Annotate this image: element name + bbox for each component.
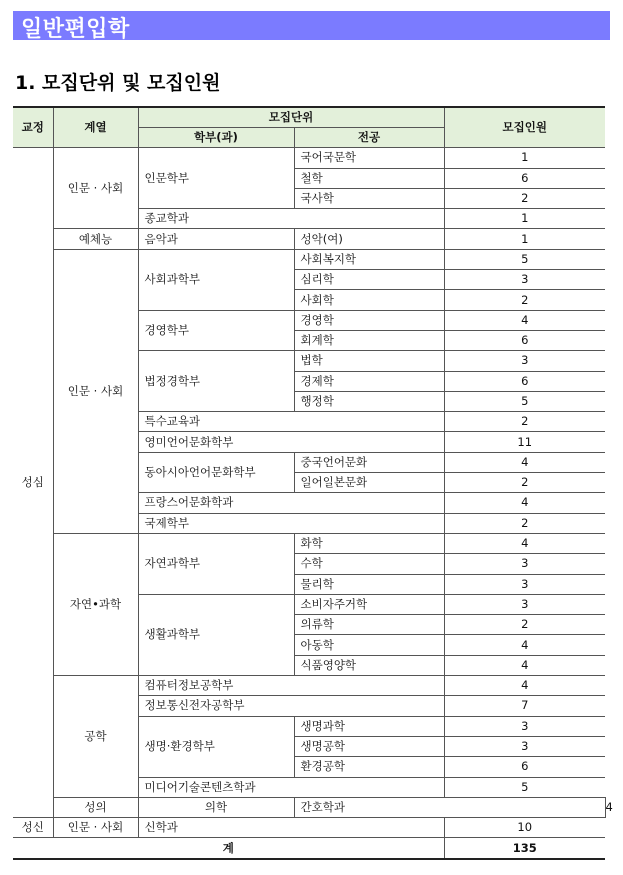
quota-cell: 3: [444, 594, 605, 614]
major-cell: 일어일본문화: [294, 473, 444, 493]
header-campus: 교정: [13, 107, 53, 148]
page-title-banner: [13, 11, 610, 40]
quota-cell: 6: [444, 330, 605, 350]
quota-cell: 4: [444, 655, 605, 675]
table-row: 성의 의학 간호학과 4: [13, 797, 605, 817]
major-cell: 법학: [294, 351, 444, 371]
track-cell: 의학: [138, 797, 294, 817]
department-cell: 생활과학부: [138, 594, 294, 675]
quota-cell: 3: [444, 574, 605, 594]
department-cell: 컴퓨터정보공학부: [138, 676, 444, 696]
major-cell: 성악(여): [294, 229, 444, 249]
major-cell: 사회학: [294, 290, 444, 310]
campus-cell: 성의: [53, 797, 138, 817]
quota-cell: 6: [444, 168, 605, 188]
table-row: [13, 249, 605, 269]
track-cell: 공학: [53, 676, 138, 798]
major-cell: 소비자주거학: [294, 594, 444, 614]
department-cell: 인문학부: [138, 148, 294, 209]
quota-cell: 4: [444, 493, 605, 513]
section-heading: 1. 모집단위 및 모집인원: [15, 72, 221, 94]
track-cell: 인문 · 사회: [53, 818, 138, 838]
quota-table: [13, 106, 613, 860]
major-cell: 수학: [294, 554, 444, 574]
department-cell: 경영학부: [138, 310, 294, 351]
header-row-1: [13, 107, 605, 128]
quota-cell: 10: [444, 818, 605, 838]
major-cell: 물리학: [294, 574, 444, 594]
track-cell: 예체능: [53, 229, 138, 249]
major-cell: 생명과학: [294, 716, 444, 736]
major-cell: 사회복지학: [294, 249, 444, 269]
table-row: [13, 818, 605, 838]
page-title: 일반편입학: [21, 17, 130, 42]
department-cell: 국제학부: [138, 513, 444, 533]
major-cell: 국사학: [294, 188, 444, 208]
campus-cell: 성신: [13, 818, 53, 838]
major-cell: 철학: [294, 168, 444, 188]
major-cell: 의류학: [294, 615, 444, 635]
quota-cell: 2: [444, 188, 605, 208]
department-cell: 특수교육과: [138, 412, 444, 432]
major-cell: 경영학: [294, 310, 444, 330]
major-cell: 아동학: [294, 635, 444, 655]
department-cell: 미디어기술콘텐츠학과: [138, 777, 444, 797]
department-cell: 간호학과: [294, 797, 605, 817]
quota-cell: 3: [444, 270, 605, 290]
major-cell: 행정학: [294, 391, 444, 411]
department-cell: 사회과학부: [138, 249, 294, 310]
quota-cell: 4: [444, 635, 605, 655]
table-row: [13, 229, 605, 249]
quota-cell: 3: [444, 716, 605, 736]
quota-cell: 7: [444, 696, 605, 716]
department-cell: 영미언어문화학부: [138, 432, 444, 452]
quota-cell: 6: [444, 371, 605, 391]
quota-cell: 2: [444, 615, 605, 635]
department-cell: 종교학과: [138, 209, 444, 229]
quota-cell: 3: [444, 736, 605, 756]
major-cell: 국어국문학: [294, 148, 444, 168]
header-major: 전공: [294, 128, 444, 148]
quota-cell: 5: [444, 777, 605, 797]
track-cell: 자연•과학: [53, 533, 138, 675]
quota-cell: 5: [444, 391, 605, 411]
quota-cell: 1: [444, 209, 605, 229]
quota-cell: 3: [444, 554, 605, 574]
department-cell: 프랑스어문화학과: [138, 493, 444, 513]
quota-cell: 1: [444, 148, 605, 168]
major-cell: 화학: [294, 533, 444, 553]
quota-cell: 2: [444, 412, 605, 432]
department-cell: 생명·환경학부: [138, 716, 294, 777]
quota-cell: 4: [444, 676, 605, 696]
major-cell: 회계학: [294, 330, 444, 350]
header-department: 학부(과): [138, 128, 294, 148]
header-unit: 모집단위: [138, 107, 444, 128]
quota-cell: 6: [444, 757, 605, 777]
department-cell: 신학과: [138, 818, 444, 838]
quota-cell: 5: [444, 249, 605, 269]
quota-cell: 2: [444, 290, 605, 310]
department-cell: 자연과학부: [138, 533, 294, 594]
major-cell: 중국언어문화: [294, 452, 444, 472]
quota-cell: 1: [444, 229, 605, 249]
quota-cell: 2: [444, 473, 605, 493]
department-cell: 동아시아언어문화학부: [138, 452, 294, 493]
major-cell: 환경공학: [294, 757, 444, 777]
table-row: [13, 148, 605, 168]
major-cell: 경제학: [294, 371, 444, 391]
quota-cell: 3: [444, 351, 605, 371]
total-label: 계: [13, 838, 444, 859]
quota-cell: 11: [444, 432, 605, 452]
track-cell: 인문 · 사회: [53, 249, 138, 533]
quota-cell: 4: [444, 310, 605, 330]
major-cell: 생명공학: [294, 736, 444, 756]
department-cell: 정보통신전자공학부: [138, 696, 444, 716]
track-cell: 인문 · 사회: [53, 148, 138, 229]
table-row: [13, 676, 605, 696]
campus-cell: 성심: [13, 148, 53, 818]
header-quota: 모집인원: [444, 107, 605, 148]
department-cell: 법정경학부: [138, 351, 294, 412]
department-cell: 음악과: [138, 229, 294, 249]
major-cell: 심리학: [294, 270, 444, 290]
major-cell: 식품영양학: [294, 655, 444, 675]
table-row: [13, 533, 605, 553]
header-track: 계열: [53, 107, 138, 148]
total-value: 135: [444, 838, 605, 859]
quota-cell: 4: [444, 452, 605, 472]
quota-cell: 2: [444, 513, 605, 533]
quota-cell: 4: [444, 533, 605, 553]
total-row: [13, 838, 605, 859]
